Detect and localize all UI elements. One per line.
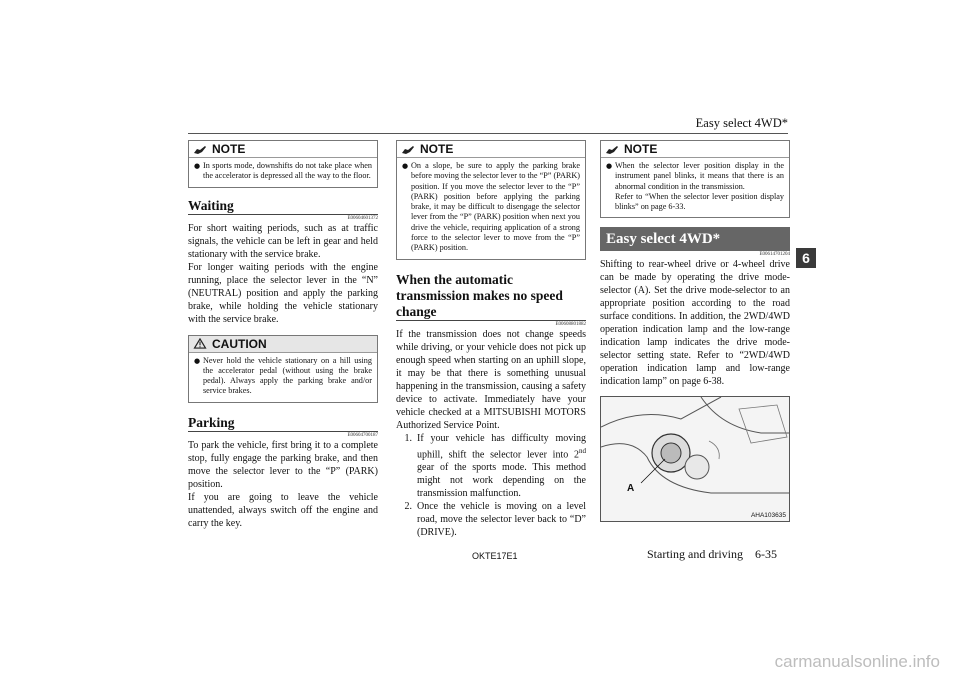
section-code: E00614701204 <box>759 252 790 258</box>
running-header-title: Easy select 4WD* <box>695 116 788 130</box>
figure-callout-label: A <box>627 483 635 495</box>
parking-paragraph-2: If you are going to leave the vehicle unattended, always switch off the engine and carry the key. <box>188 491 378 529</box>
bullet-icon: ● <box>606 162 613 170</box>
bullet-icon: ● <box>194 162 201 170</box>
caution-box <box>188 335 378 403</box>
page-number: 6-35 <box>755 547 777 561</box>
section-code: E00604601372 <box>347 215 378 221</box>
easy-select-paragraph: Shifting to rear-wheel drive or 4-wheel drive can be made by operating the drive mode-selector (A). Set the drive mode-selector to an appropriate position according to the road surface conditions. In addition, the 2WD/4WD operation indication lamp and the low-range indication lamp indicates the drive mode-selector setting state. Refer to “2WD/4WD operation indication lamp and low-range indication lamp” on page 6-38. <box>600 259 790 388</box>
section-heading-waiting <box>188 198 378 215</box>
heading-waiting: Waiting <box>188 197 234 213</box>
note-page-reference: Refer to “When the selector lever position display blinks” on page 6-33. <box>615 191 784 212</box>
warning-triangle-icon <box>193 338 207 349</box>
note-label: NOTE <box>624 142 658 156</box>
waiting-paragraph-1: For short waiting periods, such as at traffic signals, the vehicle can be left in gear and held stationary with the service brake. <box>188 222 378 260</box>
column-1 <box>188 140 378 530</box>
waiting-paragraph-2: For longer waiting periods with the engine running, place the selector lever in the “N” (NEUTRAL) position and apply the parking brake, while holding the vehicle stationary with the service brake. <box>188 261 378 325</box>
column-3 <box>600 140 790 522</box>
note-hand-icon <box>193 144 207 155</box>
caution-label: CAUTION <box>212 336 267 351</box>
console-illustration-icon <box>601 397 789 521</box>
no-speed-change-paragraph: If the transmission does not change speeds while driving, or your vehicle does not pick up enough speed when starting on an uphill slope, it may be that there is something unusual happening in the transmission, causing a safety device to activate. Immediately have your vehicle checked at a MITSUBISHI MOTORS Authorized Service Point. <box>396 328 586 431</box>
heading-easy-select-4wd: Easy select 4WD* <box>606 231 721 248</box>
list-item: 1. If your vehicle has difficulty moving uphill, shift the selector lever into 2nd gear of the sports mode. This method might not work depending on the transmission malfunction. <box>404 432 586 499</box>
section-code: E00608801882 <box>555 321 586 327</box>
note-hand-icon <box>401 144 415 155</box>
note-text: In sports mode, downshifts do not take place when the accelerator is depressed all the way to the floor. <box>203 161 372 181</box>
figure-code: AHA103635 <box>750 512 786 520</box>
list-item: 2. Once the vehicle is moving on a level road, move the selector lever back to “D” (DRIVE). <box>404 501 586 538</box>
section-heading-no-speed-change <box>396 272 586 321</box>
note-box <box>600 140 790 218</box>
note-label: NOTE <box>420 142 454 156</box>
watermark: carmanualsonline.info <box>774 652 940 671</box>
section-heading-parking <box>188 415 378 432</box>
bullet-icon: ● <box>402 162 409 170</box>
footer-page-info <box>647 547 777 562</box>
column-2 <box>396 140 586 539</box>
note-label: NOTE <box>212 142 246 156</box>
chapter-tab: 6 <box>796 248 816 268</box>
header-rule <box>188 133 788 134</box>
note-text: When the selector lever position display in the instrument panel blinks, it means that there is an abnormal condition in the transmission. <box>615 161 784 191</box>
bullet-icon: ● <box>194 356 201 365</box>
footer-code: OKTE17E1 <box>472 551 518 561</box>
parking-paragraph-1: To park the vehicle, first bring it to a complete stop, fully engage the parking brake, and then move the selector lever to the “P” (PARK) position. <box>188 439 378 490</box>
section-code: E00604700187 <box>347 432 378 438</box>
note-text: On a slope, be sure to apply the parking brake before moving the selector lever to the “P” (PARK) position. If you move the selector lever to the “P” (PARK) position before applying the parking brake, it may be difficult to disengage the selector lever from the “P” (PARK) position when next you drive the vehicle, requiring application of a strong force to the selector lever to move from the “P” (PARK) position. <box>411 161 580 253</box>
note-box <box>188 140 378 188</box>
note-hand-icon <box>605 144 619 155</box>
steps-list <box>396 432 586 539</box>
heading-parking: Parking <box>188 414 235 430</box>
note-box <box>396 140 586 260</box>
footer-section: Starting and driving <box>647 547 743 561</box>
heading-no-speed-change: When the automatic transmission makes no speed change <box>396 271 563 319</box>
drive-mode-selector-figure <box>600 396 790 522</box>
caution-text: Never hold the vehicle stationary on a hill using the accelerator pedal (without using the brake pedal). Always apply the parking brake and/or service brakes. <box>203 355 372 396</box>
section-title-bar <box>600 227 790 251</box>
